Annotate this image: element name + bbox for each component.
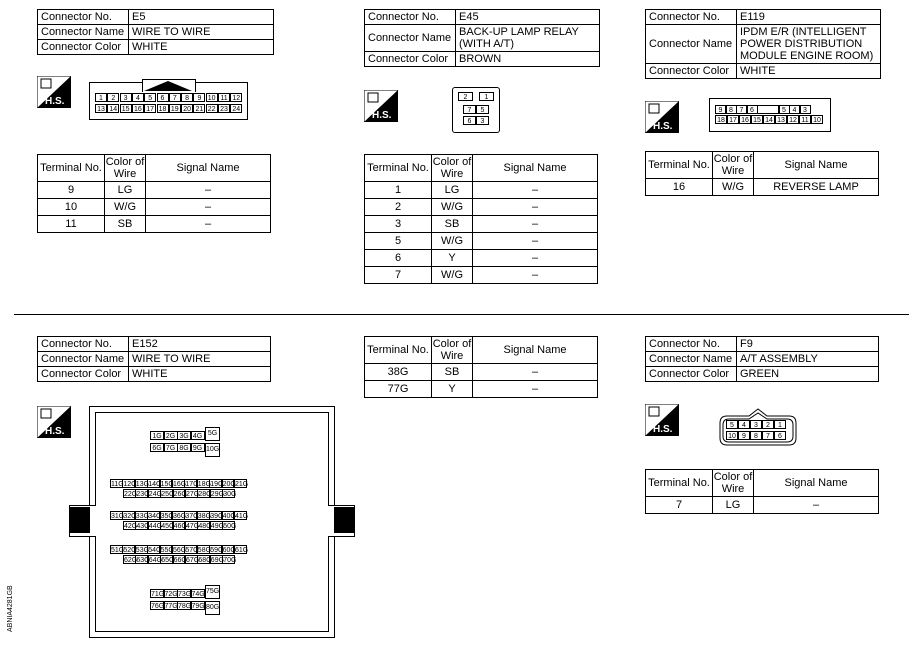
pin: 7 [169,93,181,102]
pin: 8 [750,431,762,440]
pin: 9 [715,105,726,114]
pin: 6 [463,116,476,125]
pin: 3 [476,116,489,125]
terminal-cell: 1 [365,182,432,199]
pin: 7 [736,105,747,114]
th-signal: Signal Name [473,337,598,364]
pin: 3 [120,93,132,102]
connector-e45-terminal-table [364,154,598,284]
pin: 5 [726,420,738,429]
pin: 58G [197,547,212,554]
signal-cell: – [473,199,598,216]
table-row [365,364,598,381]
pin: 27G [186,491,200,498]
pin: 6 [774,431,786,440]
pin: 2G [164,431,178,440]
pin: 4 [738,420,750,429]
pin: 59G [210,547,224,554]
pin: 2 [107,93,119,102]
connector-name-value: WIRE TO WIRE [129,352,271,367]
connector-color-value: WHITE [129,367,271,382]
terminal-cell: 77G [365,381,432,398]
pin: 2 [458,92,473,101]
connector-no-value: E5 [129,10,274,25]
pin: 20 [181,104,193,113]
pin: 21 [193,104,205,113]
connector-e119-face [709,98,831,132]
table-row [365,267,598,284]
th-signal: Signal Name [146,155,271,182]
connector-name-value: BACK-UP LAMP RELAY (WITH A/T) [456,25,600,52]
signal-cell: – [146,199,271,216]
pin: 24G [148,491,163,498]
wire-cell: SB [105,216,146,233]
pin: 29G [210,491,225,498]
pin: 76G [151,603,165,610]
pin: 38G [197,513,212,520]
th-signal: Signal Name [473,155,598,182]
wire-cell: SB [432,216,473,233]
connector-name-value: IPDM E/R (INTELLIGENT POWER DISTRIBUTION MODULE ENGINE ROOM) [737,25,881,64]
pin: 3 [750,420,762,429]
hs-icon [364,90,398,122]
pin: 48G [198,523,212,530]
pin: 2 [762,420,774,429]
label-connector-color: Connector Color [38,40,129,55]
wire-cell: SB [432,364,473,381]
pin: 16G [173,481,187,488]
connector-f9-terminal-table [645,469,879,514]
wire-cell: LG [432,182,473,199]
pin: 23G [136,491,150,498]
pin: 9 [738,431,750,440]
pin: 11G [111,481,124,488]
pin: 3G [177,431,191,440]
label-connector-color: Connector Color [38,367,129,382]
terminal-cell: 6 [365,250,432,267]
pin: 16 [132,104,144,113]
pin: 44G [148,523,163,530]
pin: 22 [206,104,218,113]
pin: 56G [173,547,187,554]
label-connector-no: Connector No. [646,337,737,352]
pin: 39G [210,513,224,520]
label-connector-no: Connector No. [646,10,737,25]
pin: 53G [135,547,150,554]
wire-cell: LG [713,497,754,514]
table-row [38,182,271,199]
pin: 61G [235,547,249,554]
pin: 49G [210,523,225,530]
section-divider [14,314,909,315]
pin: 15G [160,481,174,488]
pin: 13 [95,104,107,113]
terminal-cell: 9 [38,182,105,199]
signal-cell: REVERSE LAMP [754,179,879,196]
connector-name-value: WIRE TO WIRE [129,25,274,40]
pin: 8 [181,93,193,102]
terminal-cell: 3 [365,216,432,233]
pin: 9 [193,93,205,102]
wire-cell: W/G [713,179,754,196]
pin: 26G [173,491,187,498]
pin: 19G [210,481,224,488]
label-connector-color: Connector Color [646,64,737,79]
label-connector-name: Connector Name [38,352,129,367]
table-row [646,179,879,196]
pin: 1 [95,93,107,102]
table-row [365,250,598,267]
connector-f9-info [645,336,879,382]
th-terminal: Terminal No. [646,470,713,497]
label-connector-name: Connector Name [365,25,456,52]
signal-cell: – [473,250,598,267]
connector-f9-face [719,408,797,444]
pin: 10 [206,93,218,102]
pin: 62G [124,557,138,564]
table-row [365,233,598,250]
connector-e5-terminal-table [37,154,271,233]
pin: 54G [148,547,162,554]
connector-e119-terminal-table [645,151,879,196]
pin: 32G [123,513,137,520]
terminal-cell: 2 [365,199,432,216]
pin: 31G [111,513,125,520]
pin: 35G [160,513,174,520]
pin: 10 [811,115,823,124]
pin: 4G [191,431,205,440]
pin: 63G [136,557,150,564]
mount-tab-right-fill [334,507,354,533]
terminal-cell: 7 [646,497,713,514]
label-connector-name: Connector Name [38,25,129,40]
pin: 10 [726,431,738,440]
pin: 17G [185,481,199,488]
label-connector-name: Connector Name [646,25,737,64]
connector-color-value: BROWN [456,52,600,67]
connector-color-value: WHITE [737,64,881,79]
table-row [365,381,598,398]
pin: 77G [164,603,178,610]
connector-e45-info [364,9,600,67]
wire-cell: W/G [432,199,473,216]
pin: 6G [150,443,164,452]
pin: 55G [160,547,174,554]
hs-icon [37,76,71,108]
terminal-cell: 7 [365,267,432,284]
label-connector-no: Connector No. [365,10,456,25]
pin: 57G [185,547,199,554]
pin: 71G [151,591,165,598]
label-connector-name: Connector Name [646,352,737,367]
pin: 21G [235,481,249,488]
pin: 43G [136,523,150,530]
pin: 60G [222,547,236,554]
pin: 80G [205,601,220,615]
pin: 25G [161,491,175,498]
signal-cell: – [473,216,598,233]
table-row [38,199,271,216]
th-wire: Color of Wire [713,153,753,177]
hs-icon [645,101,679,133]
connector-no-value: F9 [737,337,879,352]
terminal-cell: 11 [38,216,105,233]
connector-no-value: E119 [737,10,881,25]
pin: 9G [191,443,205,452]
svg-text:H.S.: H.S. [372,110,392,121]
hs-icon [645,404,679,436]
pin: 12 [230,93,242,102]
signal-cell: – [473,381,598,398]
connector-color-value: GREEN [737,367,879,382]
pin: 12G [123,481,137,488]
pin: 70G [223,557,237,564]
connector-e5-info [37,9,274,55]
pin: 42G [124,523,138,530]
terminal-cell: 10 [38,199,105,216]
pin: 41G [235,513,249,520]
pin: 75G [205,585,220,599]
pin: 6 [747,105,758,114]
signal-cell: – [473,182,598,199]
pin: 17 [144,104,156,113]
svg-text:H.S.: H.S. [45,96,65,107]
pin: 69G [210,557,225,564]
pin: 72G [164,591,178,598]
pin: 4 [789,105,800,114]
pin: 10G [205,443,220,457]
pin: 28G [198,491,212,498]
pin: 13G [135,481,150,488]
th-wire: Color of Wire [432,338,472,362]
th-signal: Signal Name [754,470,879,497]
wire-cell: Y [432,381,473,398]
signal-cell: – [754,497,879,514]
pin: 34G [148,513,162,520]
terminal-cell: 16 [646,179,713,196]
pin: 14G [148,481,162,488]
pin: 7 [762,431,774,440]
table-row [646,497,879,514]
pin: 67G [186,557,200,564]
hs-icon [37,406,71,438]
pin: 74G [191,591,205,598]
signal-cell: – [146,182,271,199]
pin: 1 [479,92,494,101]
connector-name-value: A/T ASSEMBLY [737,352,879,367]
terminal-cell: 38G [365,364,432,381]
th-wire: Color of Wire [105,156,145,180]
pin: 11 [799,115,811,124]
pin: 4 [132,93,144,102]
pin: 52G [123,547,137,554]
svg-text:H.S.: H.S. [653,121,673,132]
table-row [365,182,598,199]
wire-cell: LG [105,182,146,199]
pin: 17 [727,115,739,124]
pin: 64G [148,557,163,564]
wire-cell: W/G [432,233,473,250]
pin: 5 [144,93,156,102]
wire-cell: W/G [432,267,473,284]
signal-cell: – [146,216,271,233]
pin: 40G [222,513,236,520]
pin: 7G [164,443,178,452]
connector-color-value: WHITE [129,40,274,55]
connector-e45-face [452,87,500,133]
pin: 66G [173,557,187,564]
pin: 18 [157,104,169,113]
pin: 7 [463,105,476,114]
pin [757,105,779,114]
latch-triangle-icon [144,81,192,91]
pin: 3 [800,105,811,114]
pin: 18 [715,115,727,124]
pin: 16 [739,115,751,124]
label-connector-no: Connector No. [38,10,129,25]
pin: 24 [230,104,242,113]
pin: 8G [177,443,191,452]
pin: 68G [198,557,212,564]
connector-no-value: E45 [456,10,600,25]
connector-e152-terminal-table [364,336,598,398]
pin: 1 [774,420,786,429]
pin: 20G [222,481,236,488]
label-connector-no: Connector No. [38,337,129,352]
pin: 47G [186,523,200,530]
pin: 22G [124,491,138,498]
pin: 78G [178,603,192,610]
pin: 5 [779,105,790,114]
pin: 51G [111,547,125,554]
wire-cell: W/G [105,199,146,216]
pin: 46G [173,523,187,530]
pin: 6 [157,93,169,102]
pin: 37G [185,513,199,520]
signal-cell: – [473,267,598,284]
pin: 15 [120,104,132,113]
connector-e152-face [89,406,335,638]
pin: 8 [726,105,737,114]
pin: 14 [107,104,119,113]
pin: 65G [161,557,175,564]
pin: 5G [205,427,220,441]
pin: 79G [191,603,205,610]
pin: 1G [150,431,164,440]
signal-cell: – [473,233,598,250]
connector-no-value: E152 [129,337,271,352]
pin: 45G [161,523,175,530]
svg-text:H.S.: H.S. [45,426,65,437]
figure-id-label: ABNIA4281GB [7,585,14,632]
connector-e119-info [645,9,881,79]
pin: 36G [173,513,187,520]
signal-cell: – [473,364,598,381]
pin: 11 [218,93,230,102]
table-row [365,199,598,216]
pin: 19 [169,104,181,113]
pin: 73G [178,591,192,598]
th-wire: Color of Wire [713,471,753,495]
th-signal: Signal Name [754,152,879,179]
th-terminal: Terminal No. [38,155,105,182]
pin: 18G [197,481,212,488]
th-terminal: Terminal No. [365,337,432,364]
pin: 50G [223,523,237,530]
svg-text:H.S.: H.S. [653,424,673,435]
pin: 12 [787,115,799,124]
pin: 14 [763,115,775,124]
pin: 13 [775,115,787,124]
pin: 5 [476,105,489,114]
th-terminal: Terminal No. [646,152,713,179]
connector-e5-face [89,82,248,120]
wire-cell: Y [432,250,473,267]
connector-e152-info [37,336,271,382]
pin: 33G [135,513,150,520]
pin: 15 [751,115,763,124]
pin: 23 [218,104,230,113]
table-row [365,216,598,233]
th-wire: Color of Wire [432,156,472,180]
label-connector-color: Connector Color [646,367,737,382]
label-connector-color: Connector Color [365,52,456,67]
terminal-cell: 5 [365,233,432,250]
pin: 30G [223,491,237,498]
table-row [38,216,271,233]
mount-tab-left-fill [70,507,90,533]
th-terminal: Terminal No. [365,155,432,182]
